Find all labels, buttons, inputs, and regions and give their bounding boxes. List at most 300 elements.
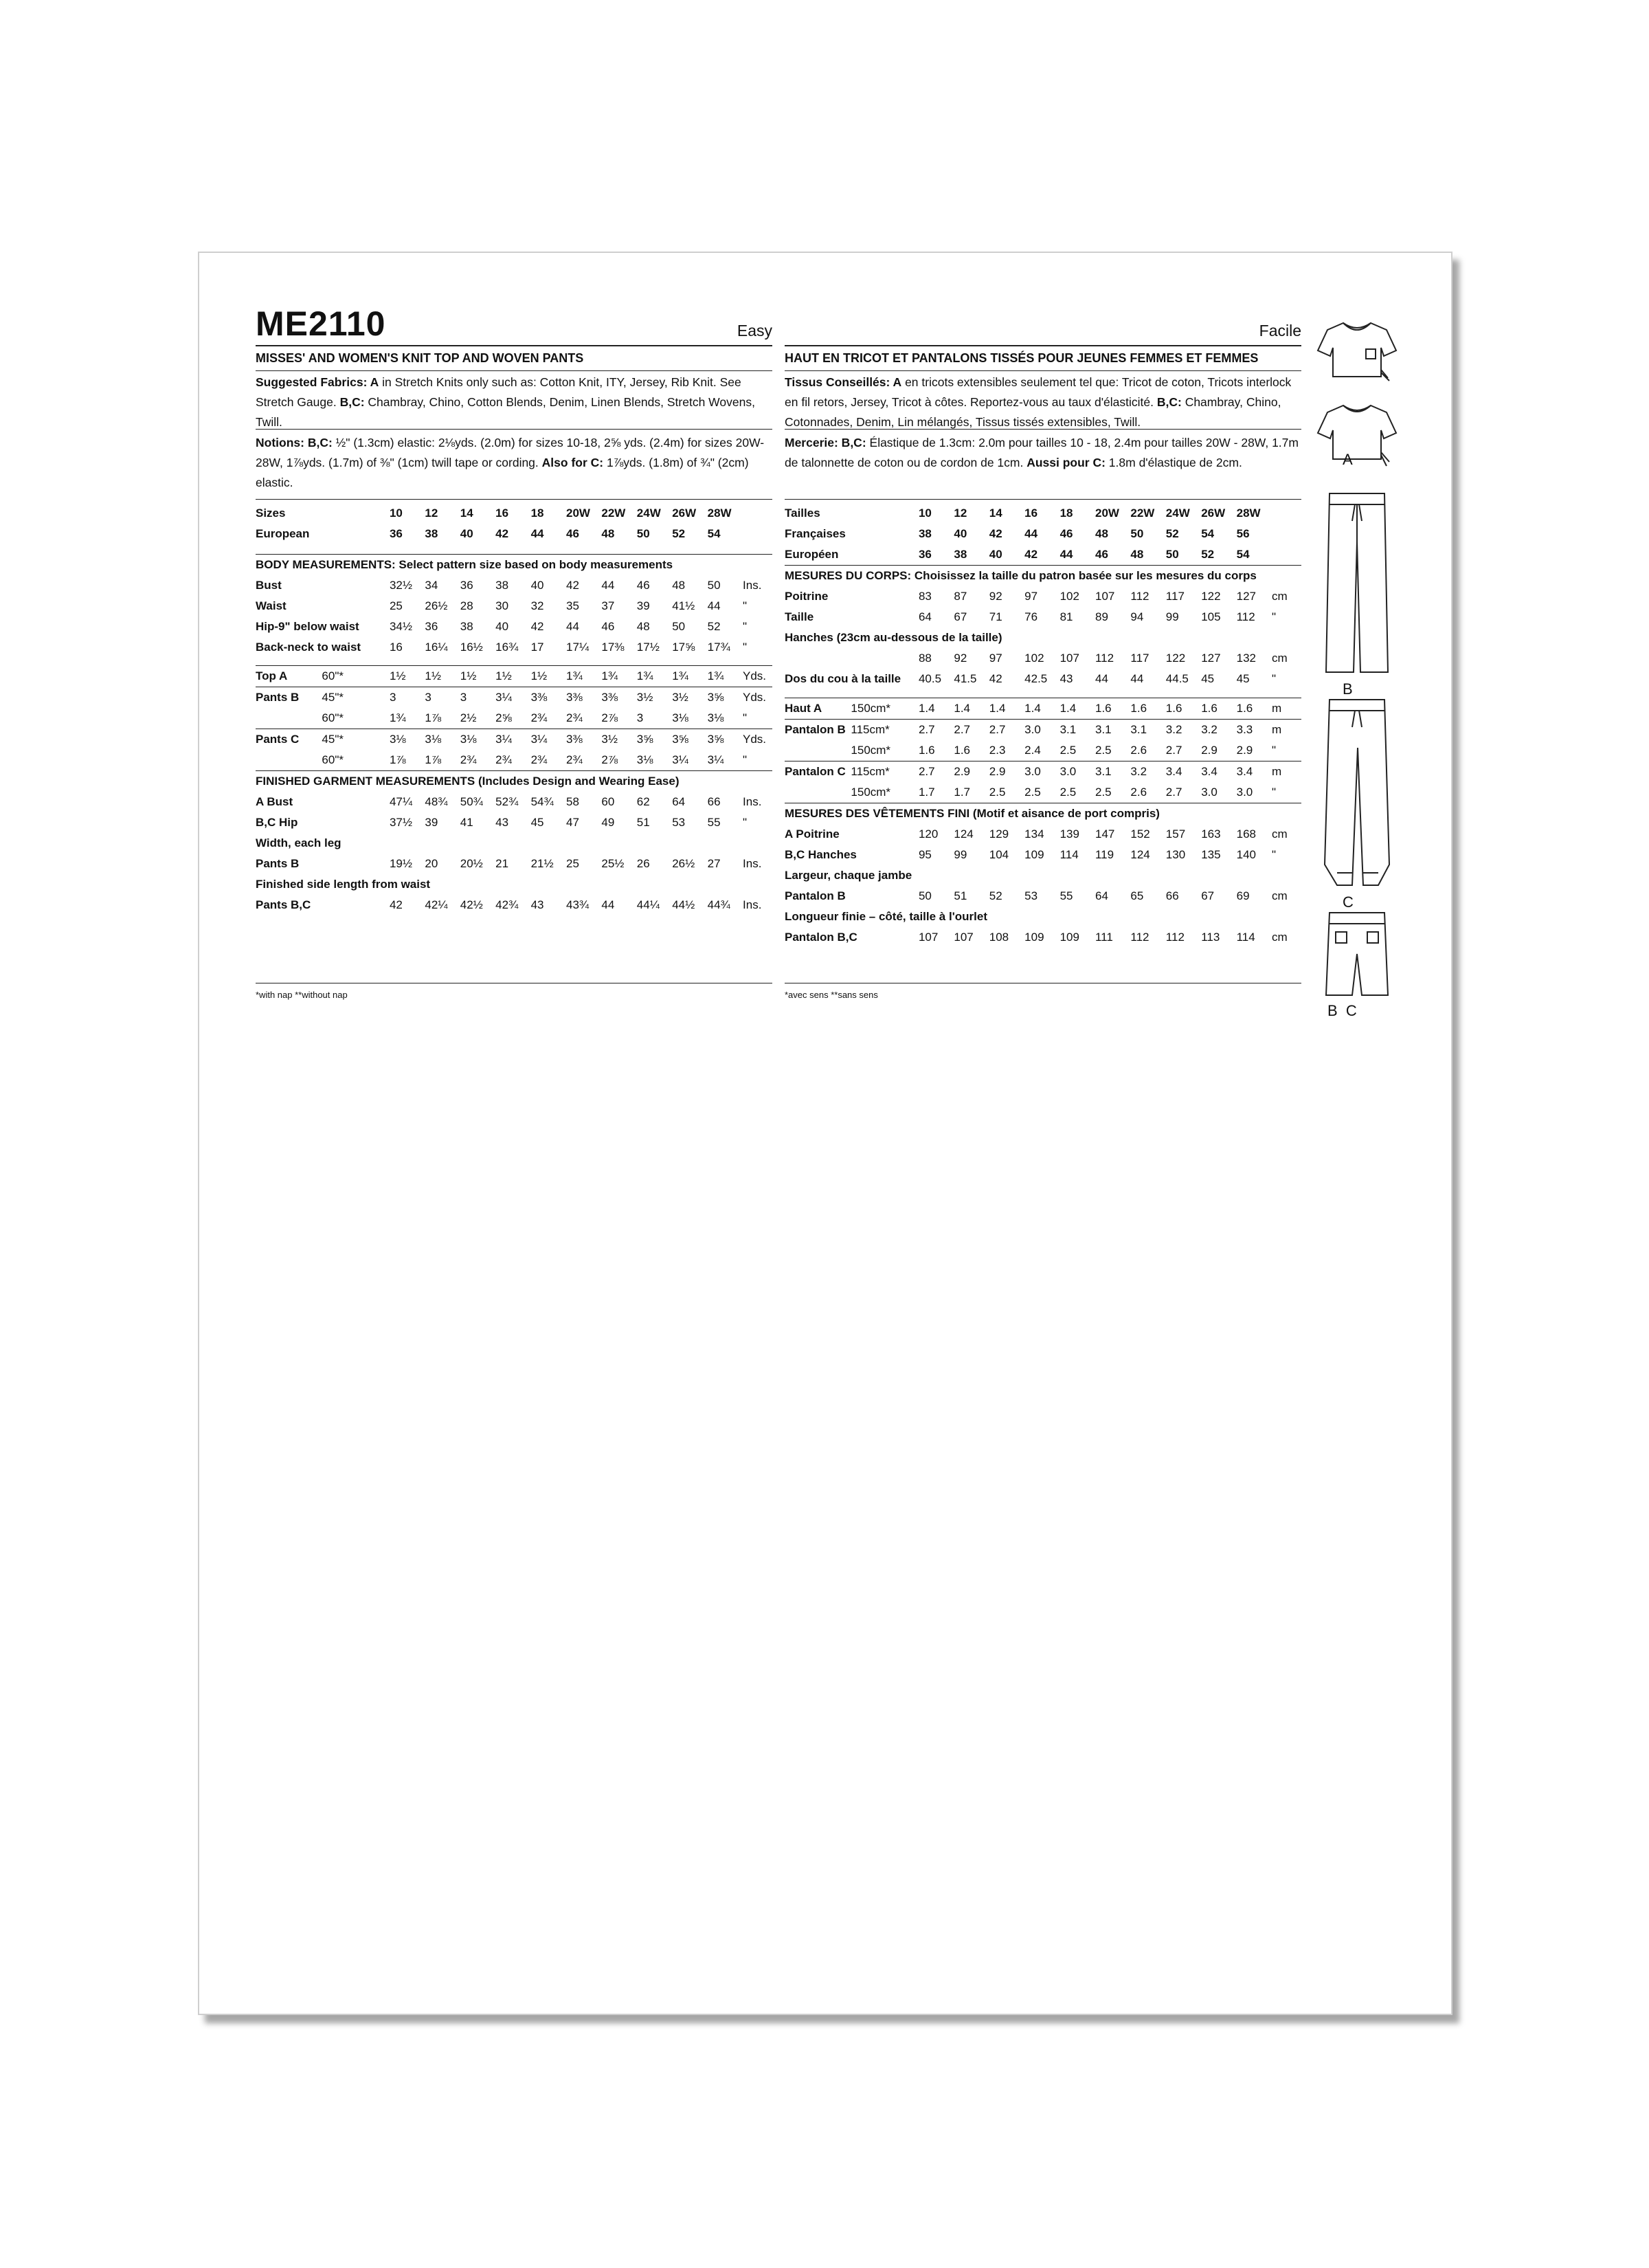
table-row — [256, 874, 772, 895]
size-value: 40.5 — [918, 672, 942, 685]
size-value: 21½ — [530, 857, 554, 870]
fabric-width: 60"* — [322, 666, 390, 687]
row-label: Françaises — [785, 527, 846, 540]
table-row — [785, 740, 1301, 761]
size-value: 40 — [460, 527, 473, 540]
pants-c-drawing — [1325, 700, 1389, 885]
size-value: 53 — [672, 816, 686, 829]
notions-rule-fr — [785, 429, 1301, 430]
row-label: Poitrine — [785, 590, 829, 603]
size-value: 3.0 — [1060, 761, 1095, 782]
size-value: 42.5 — [1024, 672, 1048, 685]
size-value: 48 — [1130, 548, 1144, 561]
size-value: 147 — [1095, 827, 1115, 841]
difficulty-label-fr: Facile — [1259, 322, 1301, 340]
table-row — [785, 782, 1301, 803]
unit: Ins. — [743, 857, 762, 870]
fabrics-text-bc-fr: Chambray, Chino, Cotonnades, Denim, Lin mélangés, Tissus tissés extensibles, Twill. — [785, 395, 1281, 429]
size-value: 1.4 — [1060, 698, 1095, 719]
size-value: 53 — [1024, 889, 1038, 902]
size-value: 51 — [954, 889, 967, 902]
size-value: 124 — [1130, 847, 1150, 861]
size-value: 66 — [707, 795, 721, 808]
size-value: 139 — [1059, 827, 1079, 841]
size-value: 157 — [1165, 827, 1186, 841]
size-value: 46 — [1095, 548, 1108, 561]
row-label: Back-neck to waist — [256, 640, 361, 654]
size-value: 2.9 — [1201, 743, 1218, 757]
size-value: 109 — [1024, 930, 1044, 944]
row-label: Width, each leg — [256, 836, 341, 849]
size-value: 20W — [1095, 507, 1119, 520]
size-value: 42 — [1024, 548, 1038, 561]
size-value: 38 — [954, 548, 967, 561]
size-value: 38 — [425, 527, 438, 540]
row-label — [256, 708, 322, 729]
size-value: 2.4 — [1024, 743, 1041, 757]
size-value: 14 — [460, 507, 473, 520]
size-value: 48 — [601, 527, 615, 540]
unit: cm — [1272, 652, 1288, 665]
size-value: 3.1 — [1095, 761, 1130, 782]
size-value: 54 — [1201, 527, 1215, 540]
unit: " — [1272, 847, 1277, 861]
size-value: 43 — [1059, 672, 1073, 685]
size-value: 26W — [672, 507, 697, 520]
row-label: Pants C — [256, 729, 322, 751]
size-value: 49 — [601, 816, 615, 829]
fabric-width: 150cm* — [851, 785, 891, 799]
size-value: 55 — [1059, 889, 1073, 902]
size-value: 46 — [636, 578, 650, 592]
view-label-a: A — [1343, 451, 1353, 468]
size-value: 3.1 — [1060, 719, 1095, 740]
size-value: 41 — [460, 816, 473, 829]
size-value: 2.5 — [989, 785, 1006, 799]
table-row — [785, 886, 1301, 907]
size-value: 42¼ — [425, 898, 448, 911]
size-value: 67 — [1201, 889, 1215, 902]
size-value: 50¾ — [460, 795, 483, 808]
size-value: 114 — [1236, 930, 1255, 944]
size-value: 36 — [918, 548, 932, 561]
size-value: 44 — [530, 527, 544, 540]
size-value: 1½ — [390, 666, 425, 687]
size-value: 54 — [707, 527, 721, 540]
unit: " — [743, 599, 748, 612]
unit — [1272, 544, 1301, 566]
size-value: 2⅝ — [495, 711, 512, 724]
size-value: 44 — [601, 898, 615, 911]
row-label: Top A — [256, 666, 322, 687]
size-value: 1.6 — [1166, 698, 1201, 719]
size-value: 52 — [1165, 527, 1179, 540]
table-row — [785, 627, 1301, 648]
table-row — [256, 792, 772, 812]
size-value: 3⅝ — [672, 729, 707, 751]
size-value: 2.6 — [1130, 743, 1147, 757]
size-value: 44 — [1059, 548, 1073, 561]
size-value: 1.6 — [1130, 698, 1165, 719]
size-value: 38 — [495, 578, 509, 592]
top-a-back-drawing — [1318, 405, 1396, 466]
size-value: 42½ — [460, 898, 483, 911]
size-value: 2¾ — [495, 753, 512, 766]
pants-bc-back-drawing — [1326, 913, 1388, 995]
unit: " — [743, 816, 748, 829]
size-value: 135 — [1201, 847, 1221, 861]
fabric-width: 45"* — [322, 729, 390, 751]
size-value: 97 — [989, 652, 1002, 665]
table-row — [785, 927, 1301, 948]
size-value: 37 — [601, 599, 615, 612]
table-row — [785, 845, 1301, 865]
pattern-title-fr: HAUT EN TRICOT ET PANTALONS TISSÉS POUR JEUNES FEMMES ET FEMMES — [785, 351, 1259, 365]
size-value: 3⅜ — [531, 687, 566, 709]
table-row — [785, 719, 1301, 740]
section-heading: MESURES DES VÊTEMENTS FINI (Motif et aisance de port compris) — [785, 803, 1301, 824]
size-value: 52 — [1201, 548, 1215, 561]
size-value: 3.4 — [1237, 761, 1272, 782]
notions-text: ½" (1.3cm) elastic: 2⅛yds. (2.0m) for sizes 10-18, 2⅝ yds. (2.4m) for sizes 20W-28W, 1⅞yds. (1.7m) of ⅜" (1cm) twill tape or cording. — [256, 436, 765, 469]
size-value: 16½ — [460, 640, 483, 654]
size-value: 1.6 — [1237, 698, 1272, 719]
size-value: 97 — [1024, 590, 1038, 603]
size-value: 50 — [1130, 527, 1144, 540]
unit: Yds. — [743, 666, 772, 687]
unit: Ins. — [743, 578, 762, 592]
section-heading: FINISHED GARMENT MEASUREMENTS (Includes Design and Wearing Ease) — [256, 771, 772, 792]
size-value: 38 — [918, 527, 932, 540]
size-value: 3 — [390, 687, 425, 709]
size-value: 107 — [1059, 652, 1079, 665]
row-label — [256, 750, 322, 771]
notions-text-c: 1⅞yds. (1.8m) of ¾" (2cm) elastic. — [256, 456, 749, 489]
size-value: 52¾ — [495, 795, 519, 808]
size-value: 36 — [425, 619, 438, 633]
size-value: 1½ — [460, 666, 495, 687]
row-label: Finished side length from waist — [256, 878, 431, 891]
size-value: 3.0 — [1201, 785, 1218, 799]
size-value: 40 — [989, 548, 1002, 561]
size-value: 122 — [1165, 652, 1186, 665]
size-value: 17¼ — [565, 640, 590, 654]
size-value: 2¾ — [565, 753, 583, 766]
size-value: 102 — [1059, 590, 1079, 603]
size-value: 52 — [707, 619, 721, 633]
unit — [1272, 524, 1301, 544]
size-value: 112 — [1095, 652, 1114, 665]
size-value: 163 — [1201, 827, 1221, 841]
unit: m — [1272, 698, 1301, 719]
size-value: 46 — [601, 619, 615, 633]
size-value: 1.6 — [1095, 698, 1130, 719]
size-value: 1⅞ — [389, 753, 406, 766]
size-value: 2.3 — [989, 743, 1006, 757]
size-value: 48 — [1095, 527, 1108, 540]
size-value: 64 — [1095, 889, 1108, 902]
size-value: 119 — [1095, 847, 1114, 861]
fabric-width: 60"* — [322, 711, 344, 724]
size-value: 18 — [530, 507, 544, 520]
size-value: 112 — [1130, 590, 1149, 603]
size-value: 109 — [1024, 847, 1044, 861]
title-underline-fr — [785, 370, 1301, 371]
row-label: Tailles — [785, 507, 820, 520]
size-value: 54 — [1236, 548, 1250, 561]
size-value: 1.4 — [919, 698, 954, 719]
size-value: 1.7 — [918, 785, 935, 799]
suggested-fabrics-fr — [785, 373, 1301, 432]
size-value: 3.2 — [1130, 761, 1165, 782]
size-value: 92 — [989, 590, 1002, 603]
size-value: 130 — [1165, 847, 1186, 861]
size-value: 41.5 — [954, 672, 977, 685]
size-value: 12 — [425, 507, 438, 520]
size-value: 42¾ — [495, 898, 519, 911]
french-size-table — [785, 503, 1301, 948]
size-value: 89 — [1095, 610, 1108, 623]
size-value: 108 — [989, 930, 1009, 944]
row-label: Pants B — [256, 857, 300, 870]
size-value: 3⅛ — [636, 753, 653, 766]
notions-label-c: Also for C: — [541, 456, 604, 469]
table-row — [785, 698, 1301, 719]
row-label: A Bust — [256, 795, 293, 808]
row-label: Taille — [785, 610, 814, 623]
size-value: 2.7 — [954, 719, 989, 740]
notions-label: Notions: B,C: — [256, 436, 333, 449]
size-value: 26½ — [672, 857, 695, 870]
size-value: 35 — [565, 599, 579, 612]
notions-label-fr: Mercerie: B,C: — [785, 436, 866, 449]
size-value: 45 — [1201, 672, 1215, 685]
row-label: Pantalon B,C — [785, 930, 857, 944]
size-value: 50 — [707, 578, 721, 592]
size-value: 3⅜ — [566, 687, 601, 709]
size-value: 66 — [1165, 889, 1179, 902]
top-a-front-drawing — [1318, 323, 1396, 381]
table-row — [785, 648, 1301, 669]
size-value: 48¾ — [425, 795, 448, 808]
fabric-width: 115cm* — [851, 719, 919, 740]
size-value: 44 — [1130, 672, 1144, 685]
size-value: 1¾ — [601, 666, 636, 687]
size-value: 40 — [530, 578, 544, 592]
fabrics-label: Suggested Fabrics: A — [256, 375, 379, 389]
size-value: 92 — [954, 652, 967, 665]
size-value: 3.2 — [1166, 719, 1201, 740]
size-value: 1.4 — [954, 698, 989, 719]
size-value: 46 — [565, 527, 579, 540]
size-value: 1.6 — [1201, 698, 1236, 719]
size-value: 16¾ — [495, 640, 519, 654]
size-value: 1½ — [531, 666, 566, 687]
size-value: 3⅜ — [566, 729, 601, 751]
size-value: 107 — [954, 930, 974, 944]
table-row — [256, 554, 772, 575]
size-value: 2¾ — [565, 711, 583, 724]
size-value: 127 — [1236, 590, 1256, 603]
size-value: 26W — [1201, 507, 1226, 520]
size-value: 2.5 — [1095, 743, 1112, 757]
unit: cm — [1272, 889, 1288, 902]
size-value: 1¾ — [672, 666, 707, 687]
table-row — [256, 854, 772, 874]
size-value: 1¾ — [637, 666, 672, 687]
fabrics-label-bc-fr: B,C: — [1156, 395, 1182, 409]
size-value: 60 — [601, 795, 615, 808]
row-label: Hanches (23cm au-dessous de la taille) — [785, 631, 1002, 644]
fabric-width: 150cm* — [851, 698, 919, 719]
size-value: 2⅞ — [601, 753, 618, 766]
view-label-bc: B C — [1327, 1002, 1357, 1019]
row-label: Dos du cou à la taille — [785, 672, 901, 685]
size-value: 69 — [1236, 889, 1250, 902]
table-row — [785, 865, 1301, 886]
size-value: 43 — [530, 898, 544, 911]
size-value: 17 — [530, 640, 544, 654]
unit: Yds. — [743, 729, 772, 751]
size-value: 1½ — [495, 666, 530, 687]
unit: " — [743, 640, 748, 654]
table-row — [256, 503, 772, 524]
size-value: 64 — [918, 610, 932, 623]
unit: Ins. — [743, 795, 762, 808]
size-value: 36 — [389, 527, 403, 540]
unit — [1272, 503, 1301, 524]
pattern-number: ME2110 — [256, 304, 386, 343]
size-value: 88 — [918, 652, 932, 665]
size-value: 40 — [954, 527, 967, 540]
size-value: 67 — [954, 610, 967, 623]
size-value: 134 — [1024, 827, 1044, 841]
size-value: 1½ — [425, 666, 460, 687]
size-value: 3½ — [672, 687, 707, 709]
size-value: 16 — [1024, 507, 1038, 520]
table-row — [785, 544, 1301, 566]
size-value: 2.5 — [1095, 785, 1112, 799]
size-value: 55 — [707, 816, 721, 829]
size-value: 26 — [636, 857, 650, 870]
size-value: 2.7 — [1165, 743, 1182, 757]
size-value: 168 — [1236, 827, 1256, 841]
size-value: 129 — [989, 827, 1009, 841]
size-value: 45 — [1236, 672, 1250, 685]
size-value: 3¼ — [531, 729, 566, 751]
size-value: 34½ — [389, 619, 413, 633]
size-value: 16¼ — [425, 640, 448, 654]
size-value: 112 — [1165, 930, 1185, 944]
table-row — [256, 833, 772, 854]
size-value: 1⅞ — [425, 753, 441, 766]
size-value: 27 — [707, 857, 721, 870]
section-heading: BODY MEASUREMENTS: Select pattern size based on body measurements — [256, 554, 772, 575]
size-value: 43¾ — [565, 898, 590, 911]
size-value: 2.6 — [1130, 785, 1147, 799]
size-value: 2.5 — [1024, 785, 1041, 799]
spacer-row — [256, 658, 772, 666]
table-row — [785, 524, 1301, 544]
size-value: 95 — [918, 847, 932, 861]
size-value: 14 — [989, 507, 1002, 520]
size-value: 19½ — [389, 857, 413, 870]
table-row — [785, 503, 1301, 524]
row-label: Longueur finie – côté, taille à l'ourlet — [785, 909, 987, 923]
row-label — [785, 648, 919, 669]
size-value: 109 — [1059, 930, 1079, 944]
size-value: 18 — [1059, 507, 1073, 520]
size-value: 40 — [495, 619, 509, 633]
row-label: Bust — [256, 578, 282, 592]
title-rule — [256, 345, 772, 346]
table-row — [785, 803, 1301, 824]
size-value: 25 — [389, 599, 403, 612]
size-value: 28W — [1236, 507, 1261, 520]
size-value: 50 — [636, 527, 650, 540]
size-value: 87 — [954, 590, 967, 603]
size-value: 47 — [565, 816, 579, 829]
size-value: 28 — [460, 599, 473, 612]
size-value: 51 — [636, 816, 650, 829]
size-value: 112 — [1130, 930, 1149, 944]
unit: " — [743, 753, 748, 766]
size-value: 1¾ — [708, 666, 743, 687]
size-value: 52 — [672, 527, 686, 540]
size-value: 30 — [495, 599, 509, 612]
size-value: 3½ — [601, 729, 636, 751]
notions-text-fr: Élastique de 1.3cm: 2.0m pour tailles 10 - 18, 2.4m pour tailles 20W - 28W, 1.7m de talonnette de coton ou de cordon de 1cm. — [785, 436, 1299, 469]
size-value: 122 — [1201, 590, 1221, 603]
unit: cm — [1272, 930, 1288, 944]
unit: m — [1272, 761, 1301, 782]
size-value: 81 — [1059, 610, 1073, 623]
pants-b-drawing — [1326, 493, 1388, 672]
size-value: 1¾ — [389, 711, 406, 724]
size-value: 2.7 — [919, 761, 954, 782]
sizes-rule-fr — [785, 499, 1301, 500]
size-value: 3⅛ — [425, 729, 460, 751]
unit: " — [743, 619, 748, 633]
size-value: 37½ — [389, 816, 413, 829]
size-value: 99 — [954, 847, 967, 861]
size-value: 17¾ — [707, 640, 730, 654]
size-value: 44¾ — [707, 898, 730, 911]
size-value: 24W — [1165, 507, 1190, 520]
size-value: 3⅛ — [390, 729, 425, 751]
size-value: 48 — [672, 578, 686, 592]
size-value: 117 — [1130, 652, 1149, 665]
size-value: 1.6 — [918, 743, 935, 757]
size-value: 16 — [495, 507, 509, 520]
size-value: 17½ — [636, 640, 660, 654]
size-value: 45 — [530, 816, 544, 829]
size-value: 3.4 — [1201, 761, 1236, 782]
size-value: 3 — [636, 711, 644, 724]
size-value: 41½ — [672, 599, 695, 612]
row-label: Européen — [785, 548, 839, 561]
size-value: 42 — [989, 672, 1002, 685]
row-label: Sizes — [256, 507, 286, 520]
unit: m — [1272, 719, 1301, 740]
size-value: 2⅞ — [601, 711, 618, 724]
size-value: 94 — [1130, 610, 1144, 623]
unit: " — [1272, 672, 1277, 685]
size-value: 54¾ — [530, 795, 554, 808]
row-label: Pantalon B — [785, 889, 846, 902]
size-value: 17⅝ — [672, 640, 695, 654]
suggested-fabrics — [256, 373, 772, 432]
